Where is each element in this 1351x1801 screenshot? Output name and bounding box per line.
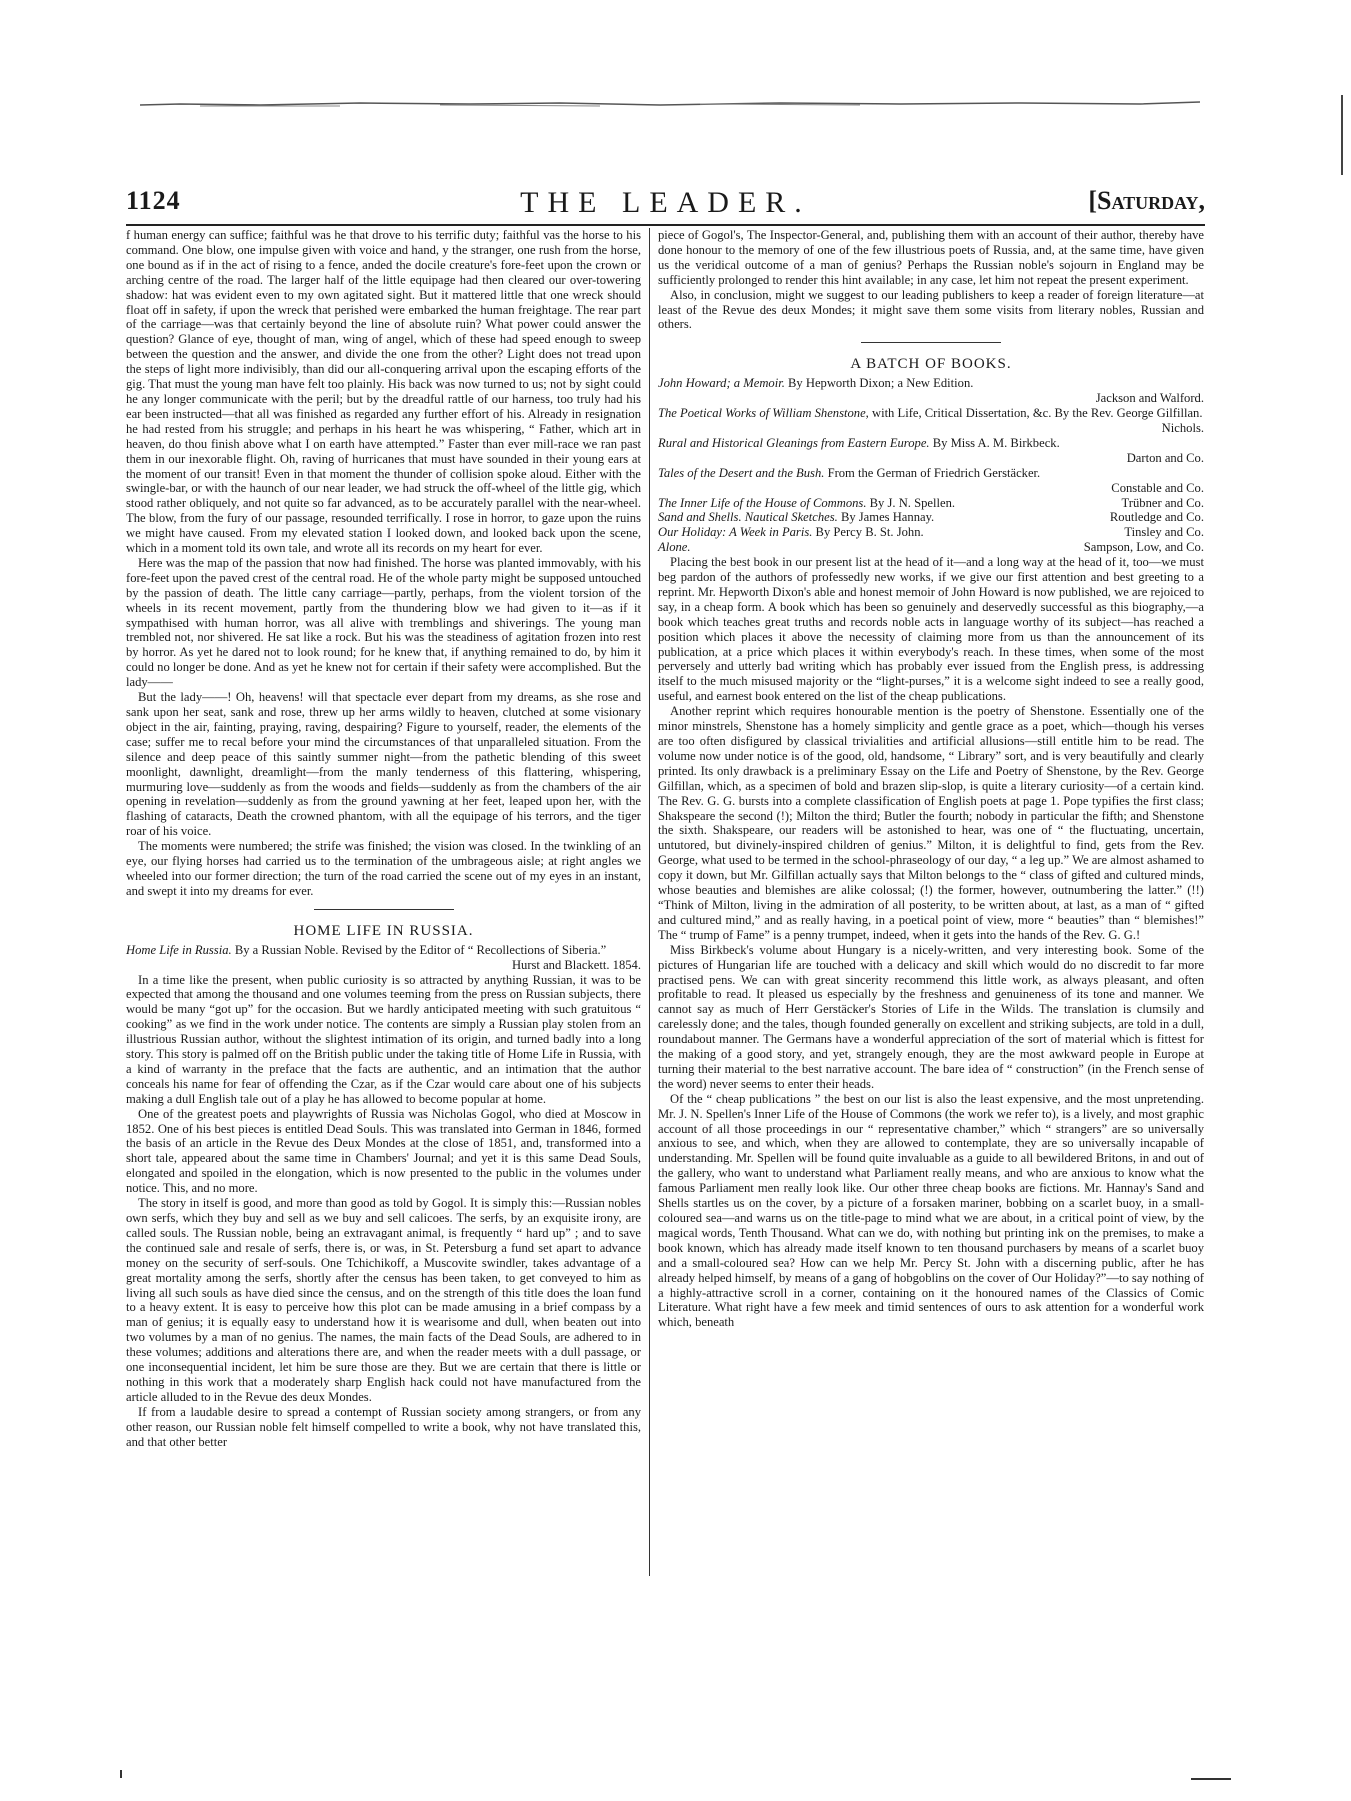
paragraph: Placing the best book in our present list at the head of it—and a long way at the head of it, too—we must beg pardon of the authors of professedly new works, if we give our first attention and best greeting to a reprint. Mr. Hepworth Dixon's able and honest memoir of John Howard is now published, we are rejoiced to say, in a cheap form. A book which has been so genuinely and deservedly successful as this biography,—a book which teaches great truths and records noble acts in language worthy of its subject—has reached a position which places it above the necessity of claiming more from us than the announcement of its publication, at a price which places it within everybody's reach. In these times, when some of the most perversely and utterly bad writing which has probably ever issued from the English press, is addressing itself to the much misused majority or the “light-purses,” it is a welcome sight indeed to see a really good, useful, and earnest book entered on the list of the cheap publications.	[658, 555, 1204, 704]
paragraph: piece of Gogol's, The Inspector-General, and, publishing them with an account of their author, thereby have done honour to the memory of one of the few illustrious poets of Russia, and, at the same time, have given us the veridical outcome of a man of genius? Perhaps the Russian noble's sojourn in England may be sufficiently prolonged to render this hint available; in any case, let him not repeat the present experiment.	[658, 228, 1204, 287]
scan-artifact-dot	[120, 1770, 122, 1778]
page-edge-mark	[1335, 95, 1343, 175]
book-detail: By Hepworth Dixon; a New Edition.	[788, 376, 974, 391]
book-detail: with Life, Critical Dissertation, &c. By the Rev. George Gilfillan.	[871, 406, 1203, 421]
header-rule	[126, 224, 1205, 226]
book-publisher: Constable and Co.	[1111, 480, 1204, 495]
book-byline: By a Russian Noble. Revised by the Editor of “ Recollections of Siberia.”	[234, 942, 607, 957]
book-entry	[658, 496, 1204, 511]
book-publisher: Nichols.	[1161, 420, 1204, 435]
book-title: The Poetical Works of William Shenstone,	[658, 406, 869, 421]
scan-artifact-top	[140, 95, 1200, 103]
book-entry	[658, 525, 1204, 540]
scan-artifact-mark	[1191, 1772, 1231, 1780]
book-entry	[658, 376, 1204, 406]
paragraph: The story in itself is good, and more than good as told by Gogol. It is simply this:—Russian nobles own serfs, which they buy and sell as we buy and sell calicoes. The serfs, by an exquisite irony, are called souls. The Russian noble, being an extravagant animal, is frequently “ hard up” ; and to save the continued sale and resale of serfs, there is, or was, in St. Petersburg a fund set apart to advance money on the security of serf-souls. One Tchichikoff, a Muscovite swindler, takes advantage of a great mortality among the serfs, shortly after the census has been taken, to get conveyed to him as living all such souls as have died since the census, and on the strength of this title does the loan fund to a heavy extent. It is easy to perceive how this plot can be made amusing in a brief compass by a man of genius; it is equally easy to understand how it is wearisome and dull, when beaten out into two volumes by a man of no genius. The names, the main facts of the Dead Souls, are adhered to in these volumes; additions and alterations there are, and when the reader meets with a dull passage, or one inconsequential incident, let him be sure those are they. But we are certain that there is little or nothing in this work that a moderately sharp English hack could not have manufactured from the article alluded to in the Revue des deux Mondes.	[126, 1196, 641, 1404]
book-entry	[658, 436, 1204, 466]
masthead-title: THE LEADER.	[520, 186, 811, 219]
right-column	[658, 228, 1204, 1330]
book-publisher: Jackson and Walford.	[1095, 391, 1204, 406]
book-detail: From the German of Friedrich Gerstäcker.	[827, 465, 1041, 480]
book-title: John Howard; a Memoir.	[658, 376, 785, 391]
book-publisher: Sampson, Low, and Co.	[1083, 540, 1204, 555]
book-detail: By Percy B. St. John.	[815, 525, 924, 540]
paragraph: Another reprint which requires honourable mention is the poetry of Shenstone. Essentially one of the minor minstrels, Shenstone has a homely simplicity and gentle grace as a poet, which—though his verses are too often disfigured by classical trivialities and artificial allusions—still entitle him to be read. The volume now under notice is of the good, old, handsome, “ Library” sort, and is very beautifully and clearly printed. Its only drawback is a preliminary Essay on the Life and Poetry of Shenstone, by the Rev. George Gilfillan, which, as a specimen of bold and brazen slip-slop, is quite a literary curiosity—of a certain kind. The Rev. G. G. bursts into a complete classification of English poets at page 1. Pope typifies the first class; Shakspeare the second (!); Milton the third; Butler the fourth; nobody in particular the fifth; and Shenstone the sixth. Shakspeare, our readers will be astonished to hear, was one of “ the fluctuating, uncertain, untutored, but divinely-inspired children of genius.” Milton, it is delightful to find, gets from the Rev. George, what used to be termed in the school-phraseology of our day, “ a leg up.” We are almost ashamed to copy it down, but Mr. Gilfillan actually says that Milton belongs to the “ class of gifted and cultured minds, whose beauties and blemishes are alike colossal; (!) the former, however, outnumbering the latter.” (!!) “Think of Milton, living in the admiration of all posterity, to be written about, at last, as a man of “ gifted and cultured mind,” and as really having, in a poetical point of view, more “ beauties” than “ blemishes!” The “ trump of Fame” is a penny trumpet, indeed, when it gets into the hands of the Rev. G. G.!	[658, 704, 1204, 942]
left-column	[126, 228, 641, 1450]
book-detail: By James Hannay.	[840, 510, 935, 525]
book-title: Sand and Shells. Nautical Sketches.	[658, 510, 838, 525]
book-publisher: Darton and Co.	[1126, 450, 1204, 465]
book-title: Rural and Historical Gleanings from Eastern Europe.	[658, 435, 930, 450]
section-divider	[861, 342, 1001, 343]
paragraph: f human energy can suffice; faithful was he that drove to his terrific duty; faithful vas the horse to his command. One blow, one impulse given with voice and hand, y the stranger, one rush from the horse, one bound as if in the act of rising to a fence, anded the docile creature's fore-feet upon the crown or arching centre of the road. The larger half of the little equipage had then cleared our over-towering shadow: hat was evident even to my own agitated sight. But it mattered little that one wreck should float off in safety, if upon the wreck that perished were embarked the human freightage. The rear part of the carriage—was that certainly beyond the line of absolute ruin? What power could answer the question? Glance of eye, thought of man, wing of angel, which of these had speed enough to sweep between the question and the answer, and divide the one from the other? Light does not tread upon the steps of light more indivisibly, than did our all-conquering arrival upon the escaping efforts of the gig. That must the young man have felt too plainly. His back was now turned to us; not by sight could he any longer communicate with the peril; but by the dreadful rattle of our harness, too truly had his ear been instructed—that all was finished as regarded any further effort of his. Already in resignation he had rested from his struggle; and perhaps in his heart he was whispering, “ Father, which art in heaven, do thou finish above what I on earth have attempted.” Faster than ever mill-race we ran past them in our inexorable flight. Oh, raving of hurricanes that must have sounded in their young ears at the moment of our transit! Even in that moment the thunder of collision spoke aloud. Either with the swingle-bar, or with the haunch of our near leader, we had struck the off-wheel of the little gig, which stood rather obliquely, and not quite so far advanced, as to be accurately parallel with the near-wheel. The blow, from the fury of our passage, resounded terrifically. I rose in horror, to gaze upon the ruins we might have caused. From my elevated station I looked down, and looked back upon the scene, which in a moment told its own tale, and wrote all its records on my heart for ever.	[126, 228, 641, 556]
paragraph: If from a laudable desire to spread a contempt of Russian society among strangers, or from any other reason, our Russian noble felt himself compelled to write a book, why not have translated this, and that other better	[126, 1404, 641, 1449]
book-entry	[658, 406, 1204, 436]
paragraph: Also, in conclusion, might we suggest to our leading publishers to keep a reader of foreign literature—at least of the Revue des deux Mondes; it might save them some visits from literary nobles, Russian and others.	[658, 287, 1204, 332]
page-number: 1124	[126, 186, 181, 215]
book-title: Tales of the Desert and the Bush.	[658, 465, 825, 480]
book-title: Alone.	[658, 540, 691, 555]
paragraph: Miss Birkbeck's volume about Hungary is a nicely-written, and very interesting book. Some of the pictures of Hungarian life are touched with a delicacy and skill which would do no discredit to far more practised pens. We can with great sincerity recommend this little work, as always pleasant, and often profitable to read. It pleased us especially by the freshness and genuineness of its tone and manner. We cannot say as much of Herr Gerstäcker's Stories of Life in the Wilds. The translation is clumsily and carelessly done; and the tales, though founded generally on excellent and striking subjects, are told in a dull, roundabout manner. The Germans have a wonderful appreciation of the sort of material which is fittest for the making of a good story, and yet, strangely enough, they are the most awkward people in Europe at turning their material to the best narrative account. The bare idea of “ construction” (in the French sense of the word) never seems to enter their heads.	[658, 942, 1204, 1091]
paragraph: Of the “ cheap publications ” the best on our list is also the least expensive, and the most unpretending. Mr. J. N. Spellen's Inner Life of the House of Commons (the work we refer to), is a lively, and most graphic account of all those proceedings in our “ representative chamber,” which “ strangers” are so universally anxious to see, and which, when they are allowed to contemplate, they are so universally incapable of understanding. Mr. Spellen will be found quite invaluable as a guide to all bewildered Britons, in and out of the gallery, who want to understand what Parliament really means, and who are anxious to know what the famous Parliament men really look like. Our other three cheap books are fictions. Mr. Hannay's Sand and Shells startles us on the cover, by a picture of a forsaken mariner, bobbing on a scarlet buoy, in a small-coloured sea—and warns us on the title-page to mind what we are about, in a critical point of view, by the magical words, Tenth Thousand. What can we do, with nothing but printing ink on the premises, to make a book known, which has already made itself known to ten thousand purchasers by means of a scarlet buoy and a small-coloured sea? How can we help Mr. Percy St. John with a discerning public, after he has already helped himself, by means of a gang of hobgoblins on the cover of Our Holiday?”—to say nothing of a highly-attractive scroll in a corner, containing on it the honoured names of the Classics of Comic Literature. What right have a few meek and timid sentences of ours to ask attention for a wonderful work which, beneath	[658, 1091, 1204, 1330]
paragraph: Here was the map of the passion that now had finished. The horse was planted immovably, with his fore-feet upon the paved crest of the central road. He of the whole party might be supposed untouched by the passion of death. The little cany carriage—partly, perhaps, from the violent torsion of the wheels in its recent movement, partly from the thundering blow we had given to it—as if it sympathised with human horror, was all alive with tremblings and shiverings. The young man trembled not, nor shivered. He sat like a rock. But his was the steadiness of agitation frozen into rest by horror. As yet he dared not to look round; for he knew that, if anything remained to do, by him it could no longer be done. And as yet he knew not for certain if their safety were accomplished. But the lady——	[126, 555, 641, 690]
paragraph: But the lady——! Oh, heavens! will that spectacle ever depart from my dreams, as she rose and sank upon her seat, sank and rose, threw up her arms wildly to heaven, clutched at some visionary object in the air, fainting, praying, raving, despairing? Figure to yourself, reader, the elements of the case; suffer me to recal before your mind the circumstances of that unparalleled situation. From the silence and deep peace of this saintly summer night—from the pathetic blending of this sweet moonlight, dawnlight, dreamlight—from the manly tenderness of this flattering, whispering, murmuring love—suddenly as from the woods and fields—suddenly as from the chambers of the air opening in revelation—suddenly as from the ground yawning at her feet, leaped upon her, with the flashing of cataracts, Death the crowned phantom, with all the equipage of his terrors, and the tiger roar of his voice.	[126, 690, 641, 839]
issue-day: [Saturday,	[1088, 186, 1205, 215]
book-title: Our Holiday: A Week in Paris.	[658, 525, 813, 540]
paragraph: One of the greatest poets and playwrights of Russia was Nicholas Gogol, who died at Moscow in 1852. One of his best pieces is entitled Dead Souls. This was translated into German in 1846, formed the basis of an article in the Revue des Deux Mondes at the close of 1851, and, transformed into a short tale, appeared about the same time in Chambers' Journal; and yet it is this same Dead Souls, elongated and spoiled in the elongation, which is now presented to the public in the volumes under notice. This, and no more.	[126, 1106, 641, 1196]
paragraph: The moments were numbered; the strife was finished; the vision was closed. In the twinkling of an eye, our flying horses had carried us to the termination of the umbrageous aisle; at right angles we wheeled into our former direction; the turn of the road carried the scene out of my eyes in an instant, and swept it into my dreams for ever.	[126, 839, 641, 898]
book-publisher: Tinsley and Co.	[1124, 525, 1204, 540]
book-title: The Inner Life of the House of Commons.	[658, 495, 867, 510]
section-heading-batch-of-books: A BATCH OF BOOKS.	[850, 356, 1012, 373]
book-entry	[658, 540, 1204, 555]
column-separator	[649, 228, 650, 1576]
book-detail: By J. N. Spellen.	[869, 495, 956, 510]
section-heading-home-life: HOME LIFE IN RUSSIA.	[293, 922, 474, 939]
book-entry	[658, 466, 1204, 496]
book-entry-home-life	[126, 943, 641, 973]
book-publisher: Trübner and Co.	[1121, 495, 1204, 510]
book-detail: By Miss A. M. Birkbeck.	[932, 435, 1060, 450]
paragraph: In a time like the present, when public curiosity is so attracted by anything Russian, it was to be expected that among the thousand and one volumes teeming from the press on Russian subjects, there would be many “got up” for the occasion. But we hardly anticipated meeting with such gratuitous “ cooking” as we find in the work under notice. The contents are simply a Russian play stolen from an illustrious Russian author, without the slightest intimation of its origin, and turned badly into a long story. This story is palmed off on the British public under the taking title of Home Life in Russia, with a kind of warranty in the preface that the facts are authentic, and an intimation that the author conceals his name for fear of offending the Czar, as if the Czar would care about one of his subjects making a dull English tale out of a play he has allowed to become popular at home.	[126, 972, 641, 1106]
section-divider	[314, 909, 454, 910]
book-publisher: Routledge and Co.	[1109, 510, 1204, 525]
page-header	[126, 186, 1205, 220]
book-entry	[658, 510, 1204, 525]
book-publisher: Hurst and Blackett. 1854.	[511, 957, 641, 972]
book-title: Home Life in Russia.	[126, 942, 232, 957]
